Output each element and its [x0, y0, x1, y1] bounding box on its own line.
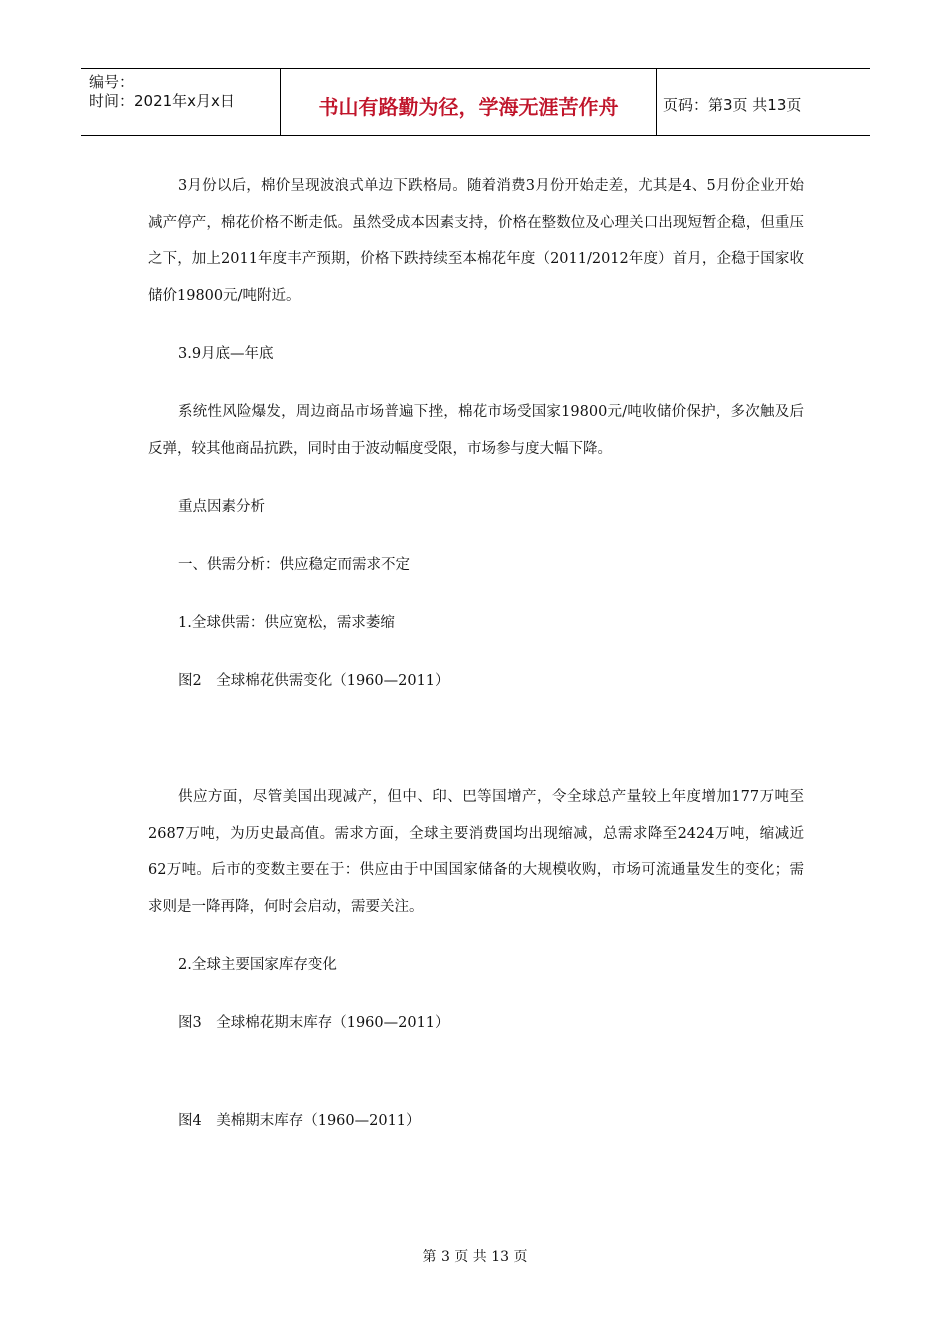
section-heading-key-factors: 重点因素分析 — [178, 499, 265, 515]
header-motto: 书山有路勤为径，学海无涯苦作舟 — [281, 69, 657, 135]
paragraph-supply-demand-detail: 供应方面，尽管美国出现减产，但中、印、巴等国增产，令全球总产量较上年度增加177万吨至2687万吨，为历史最高值。需求方面，全球主要消费国均出现缩减，总需求降至2424万吨，缩减近62万吨。后市的变数主要在于：供应由于中国国家储备的大规模收购，市场可流通量发生的变化；需求则是一降再降，何时会启动，需要关注。 — [148, 789, 804, 915]
page-footer: 第 3 页 共 13 页 — [422, 1249, 528, 1265]
document-date-label: 时间：2021年x月x日 — [89, 92, 235, 110]
header-meta — [81, 69, 281, 135]
document-number-label: 编号： — [89, 73, 135, 91]
figure-caption-4: 图4 美棉期末库存（1960—2011） — [178, 1113, 421, 1129]
figure-caption-3: 图3 全球棉花期末库存（1960—2011） — [178, 1015, 450, 1031]
paragraph-price-decline: 3月份以后，棉价呈现波浪式单边下跌格局。随着消费3月份开始走差，尤其是4、5月份企业开始减产停产，棉花价格不断走低。虽然受成本因素支持，价格在整数位及心理关口出现短暂企稳，但重压之下，加上2011年度丰产预期，价格下跌持续至本棉花年度（2011/2012年度）首月，企稳于国家收储价19800元/吨附近。 — [148, 178, 804, 304]
header-page-number: 页码：第3页 共13页 — [663, 95, 802, 114]
section-heading-sept-to-year-end: 3.9月底—年底 — [178, 346, 274, 362]
paragraph-systemic-risk: 系统性风险爆发，周边商品市场普遍下挫，棉花市场受国家19800元/吨收储价保护，多次触及后反弹，较其他商品抗跌，同时由于波动幅度受限，市场参与度大幅下降。 — [148, 404, 804, 457]
document-body — [148, 168, 804, 1139]
figure-caption-2: 图2 全球棉花供需变化（1960—2011） — [178, 673, 450, 689]
section-heading-inventory: 2.全球主要国家库存变化 — [178, 957, 337, 973]
section-heading-global-supply-demand: 1.全球供需：供应宽松，需求萎缩 — [178, 615, 395, 631]
section-heading-supply-demand: 一、供需分析：供应稳定而需求不定 — [178, 557, 410, 573]
page-header — [81, 68, 870, 136]
